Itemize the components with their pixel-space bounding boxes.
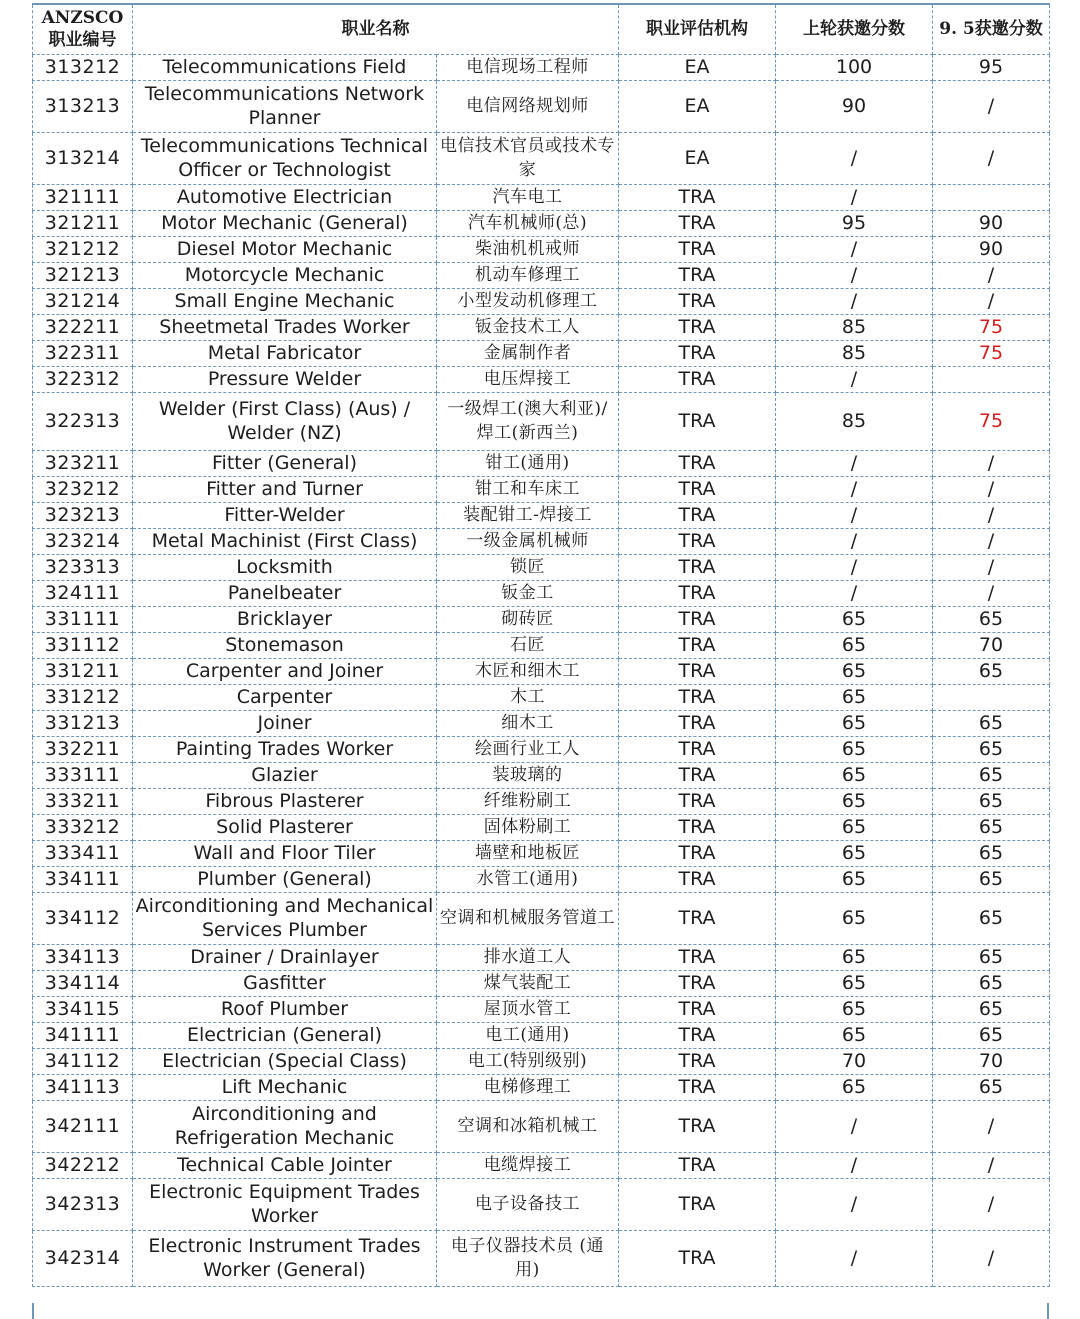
occupation-table-container xyxy=(32,3,1049,1287)
anzsco-code-cell: 331111 xyxy=(33,606,133,632)
anzsco-code-cell: 342314 xyxy=(33,1230,133,1286)
header-sep5-score: 9. 5获邀分数 xyxy=(933,4,1050,54)
table-row xyxy=(33,1230,1050,1286)
occupation-name-zh-cell: 水管工(通用) xyxy=(437,866,619,892)
occupation-name-zh-cell: 煤气装配工 xyxy=(437,970,619,996)
occupation-name-en-cell: Electrician (Special Class) xyxy=(133,1048,437,1074)
anzsco-code-cell: 321214 xyxy=(33,288,133,314)
occupation-name-en-cell: Gasfitter xyxy=(133,970,437,996)
occupation-name-zh-cell: 装玻璃的 xyxy=(437,762,619,788)
table-row xyxy=(33,366,1050,392)
occupation-name-en-cell: Drainer / Drainlayer xyxy=(133,944,437,970)
assessing-body-cell: TRA xyxy=(619,450,776,476)
sep5-score-cell: 65 xyxy=(933,996,1050,1022)
table-row xyxy=(33,502,1050,528)
assessing-body-cell: TRA xyxy=(619,684,776,710)
last-round-score-cell: 65 xyxy=(776,944,933,970)
occupation-name-en-cell: Plumber (General) xyxy=(133,866,437,892)
occupation-name-en-cell: Fitter and Turner xyxy=(133,476,437,502)
last-round-score-cell: / xyxy=(776,528,933,554)
occupation-name-en-cell: Telecommunications Network Planner xyxy=(133,80,437,132)
anzsco-code-cell: 322312 xyxy=(33,366,133,392)
anzsco-code-cell: 323213 xyxy=(33,502,133,528)
sep5-score-cell: / xyxy=(933,476,1050,502)
last-round-score-cell: / xyxy=(776,502,933,528)
occupation-name-en-cell: Stonemason xyxy=(133,632,437,658)
anzsco-code-cell: 322211 xyxy=(33,314,133,340)
table-row xyxy=(33,236,1050,262)
anzsco-code-cell: 334111 xyxy=(33,866,133,892)
anzsco-code-cell: 321211 xyxy=(33,210,133,236)
occupation-name-zh-cell: 细木工 xyxy=(437,710,619,736)
last-round-score-cell: 100 xyxy=(776,54,933,80)
last-round-score-cell: / xyxy=(776,554,933,580)
assessing-body-cell: TRA xyxy=(619,762,776,788)
anzsco-code-cell: 321213 xyxy=(33,262,133,288)
occupation-name-en-cell: Telecommunications Field xyxy=(133,54,437,80)
occupation-name-en-cell: Telecommunications Technical Officer or Technologist xyxy=(133,132,437,184)
assessing-body-cell: TRA xyxy=(619,502,776,528)
anzsco-code-cell: 323214 xyxy=(33,528,133,554)
assessing-body-cell: TRA xyxy=(619,1048,776,1074)
occupation-name-zh-cell: 砌砖匠 xyxy=(437,606,619,632)
last-round-score-cell: 65 xyxy=(776,970,933,996)
assessing-body-cell: TRA xyxy=(619,892,776,944)
sep5-score-cell: 65 xyxy=(933,788,1050,814)
table-row xyxy=(33,1152,1050,1178)
table-row xyxy=(33,814,1050,840)
occupation-name-en-cell: Fitter (General) xyxy=(133,450,437,476)
anzsco-code-cell: 334113 xyxy=(33,944,133,970)
occupation-name-zh-cell: 电子仪器技术员 (通用) xyxy=(437,1230,619,1286)
occupation-name-en-cell: Electrician (General) xyxy=(133,1022,437,1048)
last-round-score-cell: / xyxy=(776,476,933,502)
anzsco-code-cell: 333111 xyxy=(33,762,133,788)
anzsco-code-cell: 323211 xyxy=(33,450,133,476)
last-round-score-cell: 65 xyxy=(776,762,933,788)
occupation-name-zh-cell: 墙壁和地板匠 xyxy=(437,840,619,866)
table-row xyxy=(33,996,1050,1022)
occupation-name-en-cell: Painting Trades Worker xyxy=(133,736,437,762)
anzsco-code-cell: 331211 xyxy=(33,658,133,684)
sep5-score-cell: 65 xyxy=(933,762,1050,788)
assessing-body-cell: TRA xyxy=(619,710,776,736)
last-round-score-cell: 65 xyxy=(776,866,933,892)
header-row xyxy=(33,4,1050,54)
assessing-body-cell: TRA xyxy=(619,1022,776,1048)
table-row xyxy=(33,340,1050,366)
sep5-score-cell: / xyxy=(933,80,1050,132)
sep5-score-cell xyxy=(933,366,1050,392)
table-row xyxy=(33,944,1050,970)
anzsco-code-cell: 341111 xyxy=(33,1022,133,1048)
assessing-body-cell: TRA xyxy=(619,366,776,392)
occupation-name-en-cell: Metal Fabricator xyxy=(133,340,437,366)
table-row xyxy=(33,80,1050,132)
table-row xyxy=(33,710,1050,736)
table-row xyxy=(33,1178,1050,1230)
last-round-score-cell: / xyxy=(776,262,933,288)
last-round-score-cell: 85 xyxy=(776,314,933,340)
header-assessing-body: 职业评估机构 xyxy=(619,4,776,54)
table-row xyxy=(33,554,1050,580)
assessing-body-cell: TRA xyxy=(619,632,776,658)
last-round-score-cell: / xyxy=(776,450,933,476)
anzsco-code-cell: 321111 xyxy=(33,184,133,210)
table-row xyxy=(33,450,1050,476)
occupation-name-en-cell: Motorcycle Mechanic xyxy=(133,262,437,288)
last-round-score-cell: 95 xyxy=(776,210,933,236)
occupation-name-zh-cell: 电信网络规划师 xyxy=(437,80,619,132)
last-round-score-cell: / xyxy=(776,580,933,606)
last-round-score-cell: / xyxy=(776,1230,933,1286)
assessing-body-cell: TRA xyxy=(619,288,776,314)
assessing-body-cell: TRA xyxy=(619,1230,776,1286)
anzsco-code-cell: 334114 xyxy=(33,970,133,996)
sep5-score-cell: 70 xyxy=(933,632,1050,658)
sep5-score-cell: 95 xyxy=(933,54,1050,80)
table-row xyxy=(33,392,1050,450)
last-round-score-cell: 85 xyxy=(776,392,933,450)
table-row xyxy=(33,684,1050,710)
header-last-round-score: 上轮获邀分数 xyxy=(776,4,933,54)
anzsco-code-cell: 321212 xyxy=(33,236,133,262)
last-round-score-cell: / xyxy=(776,1178,933,1230)
occupation-table xyxy=(32,3,1050,1287)
occupation-name-zh-cell: 电信技术官员或技术专家 xyxy=(437,132,619,184)
occupation-name-en-cell: Carpenter and Joiner xyxy=(133,658,437,684)
table-row xyxy=(33,762,1050,788)
sep5-score-cell: 65 xyxy=(933,944,1050,970)
occupation-name-zh-cell: 钳工和车床工 xyxy=(437,476,619,502)
last-round-score-cell: 65 xyxy=(776,1022,933,1048)
sep5-score-cell: 65 xyxy=(933,658,1050,684)
assessing-body-cell: TRA xyxy=(619,606,776,632)
last-round-score-cell: 70 xyxy=(776,1048,933,1074)
assessing-body-cell: TRA xyxy=(619,944,776,970)
table-row xyxy=(33,1048,1050,1074)
occupation-name-zh-cell: 小型发动机修理工 xyxy=(437,288,619,314)
table-row xyxy=(33,788,1050,814)
occupation-name-zh-cell: 电梯修理工 xyxy=(437,1074,619,1100)
last-round-score-cell: / xyxy=(776,236,933,262)
table-row xyxy=(33,892,1050,944)
occupation-name-zh-cell: 一级焊工(澳大利亚)/焊工(新西兰) xyxy=(437,392,619,450)
assessing-body-cell: TRA xyxy=(619,1100,776,1152)
sep5-score-cell: 75 xyxy=(933,340,1050,366)
last-round-score-cell: / xyxy=(776,184,933,210)
sep5-score-cell: 75 xyxy=(933,314,1050,340)
sep5-score-cell: / xyxy=(933,502,1050,528)
assessing-body-cell: TRA xyxy=(619,580,776,606)
occupation-name-en-cell: Small Engine Mechanic xyxy=(133,288,437,314)
assessing-body-cell: TRA xyxy=(619,392,776,450)
assessing-body-cell: EA xyxy=(619,132,776,184)
last-round-score-cell: 65 xyxy=(776,684,933,710)
sep5-score-cell: 65 xyxy=(933,1022,1050,1048)
occupation-name-en-cell: Glazier xyxy=(133,762,437,788)
table-row xyxy=(33,132,1050,184)
occupation-name-en-cell: Pressure Welder xyxy=(133,366,437,392)
table-row xyxy=(33,528,1050,554)
occupation-name-en-cell: Automotive Electrician xyxy=(133,184,437,210)
occupation-name-zh-cell: 空调和冰箱机械工 xyxy=(437,1100,619,1152)
table-row xyxy=(33,476,1050,502)
anzsco-code-cell: 341112 xyxy=(33,1048,133,1074)
sep5-score-cell: / xyxy=(933,580,1050,606)
occupation-name-zh-cell: 电压焊接工 xyxy=(437,366,619,392)
table-row xyxy=(33,840,1050,866)
assessing-body-cell: TRA xyxy=(619,314,776,340)
table-row xyxy=(33,210,1050,236)
sep5-score-cell: / xyxy=(933,1152,1050,1178)
sep5-score-cell: / xyxy=(933,262,1050,288)
sep5-score-cell: 65 xyxy=(933,1074,1050,1100)
occupation-name-en-cell: Solid Plasterer xyxy=(133,814,437,840)
last-round-score-cell: / xyxy=(776,1152,933,1178)
sep5-score-cell: 75 xyxy=(933,392,1050,450)
occupation-name-en-cell: Lift Mechanic xyxy=(133,1074,437,1100)
anzsco-code-cell: 322313 xyxy=(33,392,133,450)
anzsco-code-cell: 313212 xyxy=(33,54,133,80)
anzsco-code-cell: 313213 xyxy=(33,80,133,132)
anzsco-code-cell: 333212 xyxy=(33,814,133,840)
assessing-body-cell: TRA xyxy=(619,340,776,366)
last-round-score-cell: / xyxy=(776,1100,933,1152)
last-round-score-cell: 65 xyxy=(776,736,933,762)
sep5-score-cell: / xyxy=(933,1178,1050,1230)
sep5-score-cell: 65 xyxy=(933,814,1050,840)
sep5-score-cell: / xyxy=(933,288,1050,314)
anzsco-code-cell: 332211 xyxy=(33,736,133,762)
occupation-name-en-cell: Fitter-Welder xyxy=(133,502,437,528)
sep5-score-cell: / xyxy=(933,1230,1050,1286)
occupation-name-zh-cell: 电子设备技工 xyxy=(437,1178,619,1230)
table-body xyxy=(33,54,1050,1286)
assessing-body-cell: TRA xyxy=(619,184,776,210)
occupation-name-zh-cell: 汽车电工 xyxy=(437,184,619,210)
occupation-name-zh-cell: 一级金属机械师 xyxy=(437,528,619,554)
occupation-name-en-cell: Electronic Equipment Trades Worker xyxy=(133,1178,437,1230)
assessing-body-cell: TRA xyxy=(619,840,776,866)
last-round-score-cell: 65 xyxy=(776,892,933,944)
assessing-body-cell: EA xyxy=(619,54,776,80)
occupation-name-zh-cell: 汽车机械师(总) xyxy=(437,210,619,236)
table-row xyxy=(33,1074,1050,1100)
occupation-name-en-cell: Roof Plumber xyxy=(133,996,437,1022)
last-round-score-cell: 65 xyxy=(776,814,933,840)
table-row xyxy=(33,580,1050,606)
header-occupation-name: 职业名称 xyxy=(133,4,619,54)
occupation-name-en-cell: Carpenter xyxy=(133,684,437,710)
occupation-name-zh-cell: 绘画行业工人 xyxy=(437,736,619,762)
occupation-name-zh-cell: 金属制作者 xyxy=(437,340,619,366)
occupation-name-en-cell: Bricklayer xyxy=(133,606,437,632)
anzsco-code-cell: 333211 xyxy=(33,788,133,814)
occupation-name-en-cell: Airconditioning and Mechanical Services Plumber xyxy=(133,892,437,944)
occupation-name-en-cell: Panelbeater xyxy=(133,580,437,606)
assessing-body-cell: TRA xyxy=(619,788,776,814)
sep5-score-cell: 65 xyxy=(933,736,1050,762)
table-row xyxy=(33,1100,1050,1152)
table-row xyxy=(33,54,1050,80)
occupation-name-zh-cell: 电缆焊接工 xyxy=(437,1152,619,1178)
anzsco-code-cell: 334112 xyxy=(33,892,133,944)
anzsco-code-cell: 334115 xyxy=(33,996,133,1022)
occupation-name-zh-cell: 屋顶水管工 xyxy=(437,996,619,1022)
occupation-name-zh-cell: 木工 xyxy=(437,684,619,710)
assessing-body-cell: TRA xyxy=(619,814,776,840)
last-round-score-cell: 65 xyxy=(776,996,933,1022)
occupation-name-zh-cell: 电工(特别级别) xyxy=(437,1048,619,1074)
occupation-name-en-cell: Diesel Motor Mechanic xyxy=(133,236,437,262)
last-round-score-cell: / xyxy=(776,366,933,392)
sep5-score-cell: 65 xyxy=(933,970,1050,996)
occupation-name-zh-cell: 钣金技术工人 xyxy=(437,314,619,340)
occupation-name-zh-cell: 锁匠 xyxy=(437,554,619,580)
occupation-name-en-cell: Metal Machinist (First Class) xyxy=(133,528,437,554)
sep5-score-cell: 90 xyxy=(933,236,1050,262)
occupation-name-zh-cell: 木匠和细木工 xyxy=(437,658,619,684)
occupation-name-zh-cell: 石匠 xyxy=(437,632,619,658)
occupation-name-zh-cell: 固体粉刷工 xyxy=(437,814,619,840)
assessing-body-cell: TRA xyxy=(619,236,776,262)
table-row xyxy=(33,632,1050,658)
occupation-name-en-cell: Joiner xyxy=(133,710,437,736)
occupation-name-zh-cell: 柴油机机戒师 xyxy=(437,236,619,262)
table-row xyxy=(33,658,1050,684)
table-row xyxy=(33,970,1050,996)
last-round-score-cell: 65 xyxy=(776,1074,933,1100)
occupation-name-zh-cell: 纤维粉刷工 xyxy=(437,788,619,814)
anzsco-code-cell: 323313 xyxy=(33,554,133,580)
table-row xyxy=(33,314,1050,340)
occupation-name-zh-cell: 钣金工 xyxy=(437,580,619,606)
assessing-body-cell: TRA xyxy=(619,866,776,892)
table-left-edge xyxy=(32,1303,34,1319)
table-row xyxy=(33,866,1050,892)
sep5-score-cell: 65 xyxy=(933,866,1050,892)
last-round-score-cell: / xyxy=(776,288,933,314)
table-row xyxy=(33,736,1050,762)
anzsco-code-cell: 342212 xyxy=(33,1152,133,1178)
last-round-score-cell: 65 xyxy=(776,788,933,814)
occupation-name-zh-cell: 装配钳工-焊接工 xyxy=(437,502,619,528)
sep5-score-cell: / xyxy=(933,554,1050,580)
anzsco-code-cell: 331213 xyxy=(33,710,133,736)
sep5-score-cell xyxy=(933,184,1050,210)
sep5-score-cell: / xyxy=(933,132,1050,184)
occupation-name-en-cell: Airconditioning and Refrigeration Mechanic xyxy=(133,1100,437,1152)
table-row xyxy=(33,262,1050,288)
occupation-name-en-cell: Fibrous Plasterer xyxy=(133,788,437,814)
occupation-name-en-cell: Electronic Instrument Trades Worker (General) xyxy=(133,1230,437,1286)
last-round-score-cell: 65 xyxy=(776,658,933,684)
sep5-score-cell: 65 xyxy=(933,606,1050,632)
anzsco-code-cell: 342313 xyxy=(33,1178,133,1230)
assessing-body-cell: TRA xyxy=(619,996,776,1022)
assessing-body-cell: TRA xyxy=(619,554,776,580)
occupation-name-en-cell: Wall and Floor Tiler xyxy=(133,840,437,866)
occupation-name-zh-cell: 钳工(通用) xyxy=(437,450,619,476)
table-row xyxy=(33,1022,1050,1048)
assessing-body-cell: TRA xyxy=(619,658,776,684)
assessing-body-cell: TRA xyxy=(619,1178,776,1230)
last-round-score-cell: 65 xyxy=(776,606,933,632)
sep5-score-cell: 70 xyxy=(933,1048,1050,1074)
occupation-name-zh-cell: 电工(通用) xyxy=(437,1022,619,1048)
sep5-score-cell: 65 xyxy=(933,892,1050,944)
occupation-name-en-cell: Welder (First Class) (Aus) / Welder (NZ) xyxy=(133,392,437,450)
sep5-score-cell: 65 xyxy=(933,840,1050,866)
occupation-name-en-cell: Locksmith xyxy=(133,554,437,580)
last-round-score-cell: 65 xyxy=(776,632,933,658)
occupation-name-zh-cell: 排水道工人 xyxy=(437,944,619,970)
occupation-name-en-cell: Sheetmetal Trades Worker xyxy=(133,314,437,340)
assessing-body-cell: TRA xyxy=(619,262,776,288)
assessing-body-cell: TRA xyxy=(619,970,776,996)
table-row xyxy=(33,288,1050,314)
sep5-score-cell: / xyxy=(933,528,1050,554)
anzsco-code-cell: 333411 xyxy=(33,840,133,866)
table-row xyxy=(33,606,1050,632)
assessing-body-cell: TRA xyxy=(619,528,776,554)
anzsco-code-cell: 313214 xyxy=(33,132,133,184)
assessing-body-cell: TRA xyxy=(619,476,776,502)
table-row xyxy=(33,184,1050,210)
last-round-score-cell: 65 xyxy=(776,840,933,866)
last-round-score-cell: 90 xyxy=(776,80,933,132)
occupation-name-en-cell: Motor Mechanic (General) xyxy=(133,210,437,236)
sep5-score-cell: 90 xyxy=(933,210,1050,236)
occupation-name-zh-cell: 电信现场工程师 xyxy=(437,54,619,80)
sep5-score-cell: 65 xyxy=(933,710,1050,736)
table-right-edge xyxy=(1047,1303,1049,1319)
anzsco-code-cell: 324111 xyxy=(33,580,133,606)
anzsco-code-cell: 331112 xyxy=(33,632,133,658)
assessing-body-cell: TRA xyxy=(619,1074,776,1100)
header-anzsco-code: ANZSCO 职业编号 xyxy=(33,4,133,54)
anzsco-code-cell: 331212 xyxy=(33,684,133,710)
occupation-name-en-cell: Technical Cable Jointer xyxy=(133,1152,437,1178)
sep5-score-cell xyxy=(933,684,1050,710)
anzsco-code-cell: 322311 xyxy=(33,340,133,366)
assessing-body-cell: TRA xyxy=(619,1152,776,1178)
anzsco-code-cell: 342111 xyxy=(33,1100,133,1152)
occupation-name-zh-cell: 空调和机械服务管道工 xyxy=(437,892,619,944)
anzsco-code-cell: 341113 xyxy=(33,1074,133,1100)
sep5-score-cell: / xyxy=(933,1100,1050,1152)
last-round-score-cell: / xyxy=(776,132,933,184)
last-round-score-cell: 65 xyxy=(776,710,933,736)
assessing-body-cell: TRA xyxy=(619,210,776,236)
occupation-name-zh-cell: 机动车修理工 xyxy=(437,262,619,288)
last-round-score-cell: 85 xyxy=(776,340,933,366)
anzsco-code-cell: 323212 xyxy=(33,476,133,502)
sep5-score-cell: / xyxy=(933,450,1050,476)
assessing-body-cell: EA xyxy=(619,80,776,132)
assessing-body-cell: TRA xyxy=(619,736,776,762)
